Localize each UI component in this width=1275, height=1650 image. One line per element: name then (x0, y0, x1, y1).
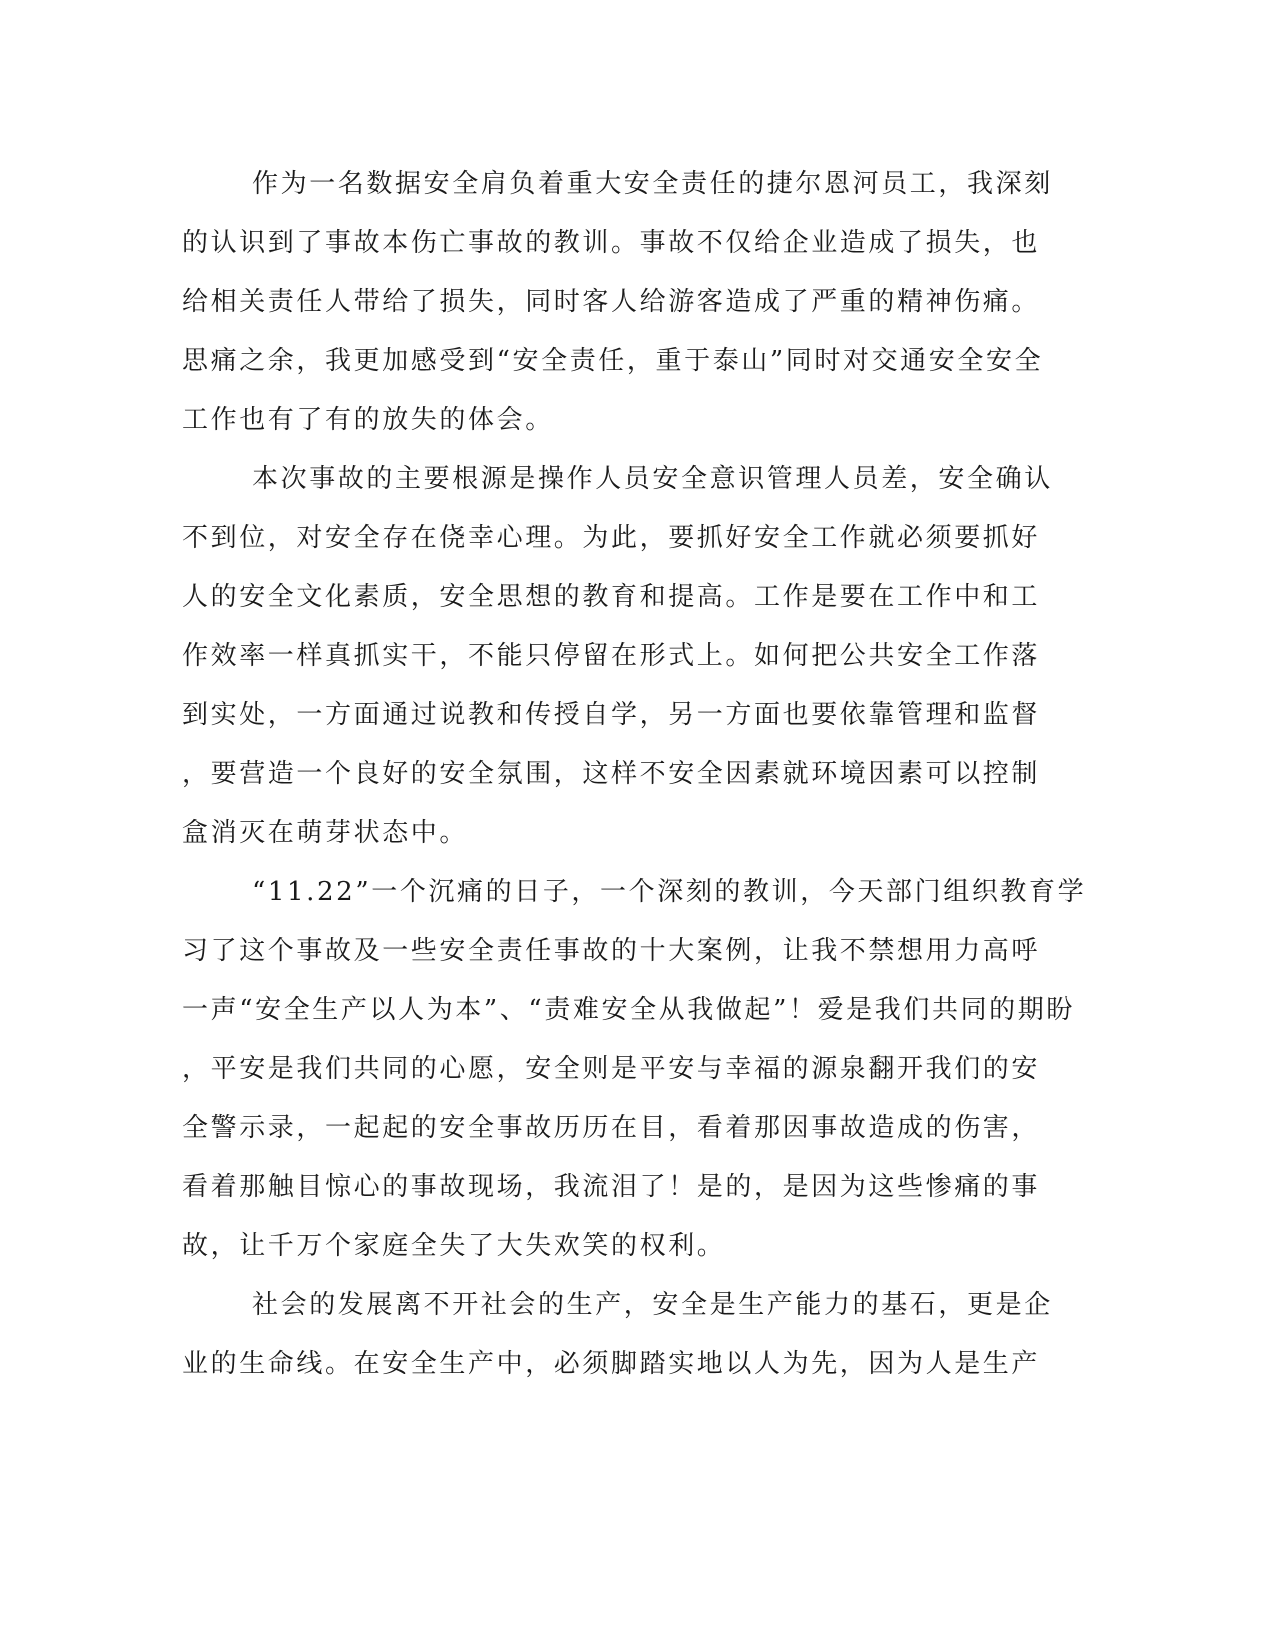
document-body (182, 155, 1087, 1394)
text-line: 一声“安全生产以人为本”、“责难安全从我做起”！爱是我们共同的期盼 (182, 995, 1075, 1025)
text-line: 思痛之余，我更加感受到“安全责任，重于泰山”同时对交通安全安全 (182, 346, 1044, 376)
text-line: 不到位，对安全存在侥幸心理。为此，要抓好安全工作就必须要抓好 (182, 523, 1041, 553)
text-line: 给相关责任人带给了损失，同时客人给游客造成了严重的精神伤痛。 (182, 287, 1041, 317)
text-line: 盒消灭在萌芽状态中。 (182, 818, 469, 848)
text-line: 习了这个事故及一些安全责任事故的十大案例，让我不禁想用力高呼 (182, 936, 1041, 966)
text-line: 人的安全文化素质，安全思想的教育和提高。工作是要在工作中和工 (182, 582, 1041, 612)
text-line: 本次事故的主要根源是操作人员安全意识管理人员差，安全确认 (252, 464, 1053, 494)
text-line: 作为一名数据安全肩负着重大安全责任的捷尔恩河员工，我深刻 (252, 169, 1053, 199)
text-line: 全警示录，一起起的安全事故历历在目，看着那因事故造成的伤害， (182, 1113, 1041, 1143)
text-line: 看着那触目惊心的事故现场，我流泪了！是的，是因为这些惨痛的事 (182, 1172, 1041, 1202)
text-line: 的认识到了事故本伤亡事故的教训。事故不仅给企业造成了损失，也 (182, 228, 1041, 258)
text-line: ，要营造一个良好的安全氛围，这样不安全因素就环境因素可以控制 (182, 759, 1041, 789)
text-line: 社会的发展离不开社会的生产，安全是生产能力的基石，更是企 (252, 1290, 1053, 1320)
text-line: ，平安是我们共同的心愿，安全则是平安与幸福的源泉翻开我们的安 (182, 1054, 1041, 1084)
text-line: 到实处，一方面通过说教和传授自学，另一方面也要依靠管理和监督 (182, 700, 1041, 730)
text-line: 工作也有了有的放失的体会。 (182, 405, 554, 435)
text-line: 故，让千万个家庭全失了大失欢笑的权利。 (182, 1231, 726, 1261)
text-line: 作效率一样真抓实干，不能只停留在形式上。如何把公共安全工作落 (182, 641, 1041, 671)
text-line: 业的生命线。在安全生产中，必须脚踏实地以人为先，因为人是生产 (182, 1349, 1041, 1379)
text-line: “11.22”一个沉痛的日子，一个深刻的教训，今天部门组织教育学 (252, 877, 1087, 907)
